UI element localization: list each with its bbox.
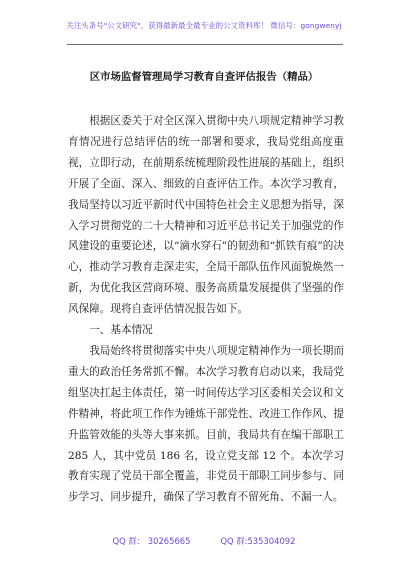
page-footer (0, 535, 408, 547)
footer-qq-group-2: QQ 群:535304092 (220, 536, 296, 546)
footer-qq-group-1: QQ 群： 30265665 (112, 536, 191, 546)
body-paragraph-basic-situation: 我局始终将贯彻落实中央八项规定精神作为一项长期而重大的政治任务常抓不懈。本次学习教育启动以来，我局党组坚决扛起主体责任，第一时间传达学习区委相关会议和文件精神，将此项工作作为锤炼干部党性、改进工作作风、提升监管效能的头等大事来抓。目前，我局共有在编干部职工 285 人，其中党员 186 名，设立党支部 12 个。本次学习教育实现了党员干部全覆盖，非党员干部职工同步参与、同步学习、同步提升，确保了学习教育不留死角、不漏一人。 (68, 344, 344, 504)
body-paragraph-intro: 根据区委关于对全区深入贯彻中央八项规定精神学习教育情况进行总结评估的统一部署和要求，我局党组高度重视，立即行动，在前期系统梳理阶段性进展的基础上，组织开展了全面、深入、细致的自查评估工作。本次学习教育，我局坚持以习近平新时代中国特色社会主义思想为指导，深入学习贯彻党的二十大精神和习近平总书记关于加强党的作风建设的重要论述，以“滴水穿石”的韧劲和“抓铁有痕”的决心，推动学习教育走深走实，全局干部队伍作风面貌焕然一新，为优化我区营商环境、服务高质量发展提供了坚强的作风保障。现将自查评估情况报告如下。 (68, 115, 344, 316)
header-divider (67, 44, 343, 45)
page-header-banner: 关注头条号"公文研究"，获得最新最全最专业的公文资料库！ 微信号：gongwenyj (66, 21, 342, 30)
document-title: 区市场监督管理局学习教育自查评估报告（精品） (89, 71, 319, 83)
document-body (68, 111, 344, 508)
section-heading-basic-situation: 一、基本情况 (89, 324, 153, 337)
